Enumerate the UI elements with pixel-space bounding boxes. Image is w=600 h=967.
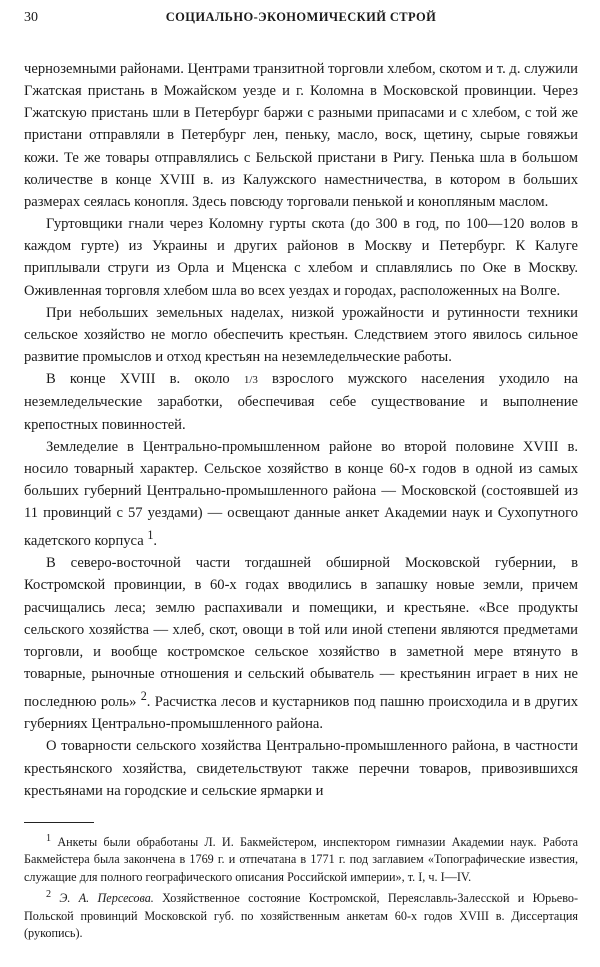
fraction-one-third: 1/3: [243, 374, 258, 387]
paragraph-5-text: Земледелие в Центрально-промышленном районе во второй половине XVIII в. носило товарный характер. Сельское хозяйство в конце 60-х годов в одной из самых больших губерний Центрально-промышленного района — Московской (состоявшей из 11 провинций с 57 уездами) — освещают данные анкет Академии наук и Сухопутного кадетского корпуса: [24, 438, 578, 550]
paragraph-2: Гуртовщики гнали через Коломну гурты скота (до 300 в год, по 100—120 волов в каждом гурте) из Украины и других районов в Москву и Петербург. К Калуге приплывали струги из Орла и Мценска с хлебом и сплавлялись по Оке в Москву. Оживленная торговля хлебом шла во всех уездах и городах, расположенных на Волге.: [24, 216, 578, 299]
footnote-text: Хозяйственное состояние Костромской, Переяславль-Залесской и Юрьево-Польской провинций Московской губ. по хозяйственным анкетам 60-х годов XVIII в. Диссертация (рукопись).: [24, 891, 579, 941]
footnote-text: Анкеты были обработаны Л. И. Бакмейстером, инспектором гимназии Академии наук. Работа Бакмейстера была закончена в 1769 г. и отпечатана в 1771 г. под заглавием «Топографические известия, служащие для полного географического описания Российской империи», т. I, ч. I—IV.: [24, 835, 578, 884]
footnote-marker: 2: [46, 889, 52, 901]
page-number: 30: [24, 10, 38, 25]
footnote-divider: [24, 822, 94, 823]
paragraph-6: [24, 552, 578, 735]
paragraph-6-text: В северо-восточной части тогдашней обширной Московской губернии, в Костромской провинции, в 60-х годах вводились в запашку новые земли, причем расчищались леса; землю распахивали и помещики, и крестьяне. «Все продукты сельского хозяйства — хлеб, скот, овощи в той или иной степени являются предметами торговли, и вообще костромское сельское хозяйство в заметной мере втянуто в товарные, рыночные отношения и сельский обыватель — крестьянин играет в них не последнюю роль»: [24, 555, 578, 711]
paragraph-4: [24, 368, 578, 435]
footnote-1: [24, 830, 578, 886]
paragraph-1: черноземными районами. Центрами транзитной торговли хлебом, скотом и т. д. служили Гжатская пристань в Можайском уезде и г. Коломна в Московской провинции. Через Гжатскую пристань шли в Петербург баржи с разными припасами и с хлебом, с той же пристани отправляли в Петербург лен, пеньку, масло, воск, щетину, сырые говяжьи кожи. Те же товары отправлялись с Бельской пристани в Ригу. Пенька шла в большом количестве в конце XVIII в. из Калужского наместничества, в котором в больших размерах сеялась конопля. Здесь повсюду торговали пенькой и конопляным маслом.: [24, 61, 578, 210]
paragraph-7: О товарности сельского хозяйства Центрально-промышленного района, в частности крестьянского хозяйства, свидетельствуют также перечни товаров, привозившихся крестьянами на городские и сельские ярмарки и: [24, 738, 578, 799]
page-header: [24, 10, 578, 32]
footnote-author: Э. А. Персесова.: [59, 891, 154, 906]
paragraph-5: [24, 436, 578, 553]
paragraph-4-end: взрослого мужского населения уходило на неземледельческие заработки, обеспечивая себе существование и выполнение крепостных повинностей.: [24, 371, 578, 433]
paragraph-6-end: . Расчистка лесов и кустарников под пашню происходила и в других губерниях Центрально-промышленного района.: [24, 694, 578, 733]
footnote-2: [24, 886, 578, 942]
running-title: СОЦИАЛЬНО-ЭКОНОМИЧЕСКИЙ СТРОЙ: [165, 10, 437, 24]
paragraph-5-end: .: [153, 533, 158, 550]
paragraph-4-start: В конце XVIII в. около: [46, 371, 244, 388]
footnote-ref-1: 1: [147, 528, 154, 543]
footnote-ref-2: 2: [140, 689, 147, 704]
paragraph-3: При небольших земельных наделах, низкой урожайности и рутинности техники сельское хозяйство не могло обеспечить крестьян. Следствием этого явилось сильное развитие промыслов и отход крестьян на неземледельческие работы.: [24, 304, 578, 366]
footnote-marker: 1: [46, 833, 52, 844]
main-text: [24, 58, 578, 802]
footnotes: [24, 830, 578, 943]
